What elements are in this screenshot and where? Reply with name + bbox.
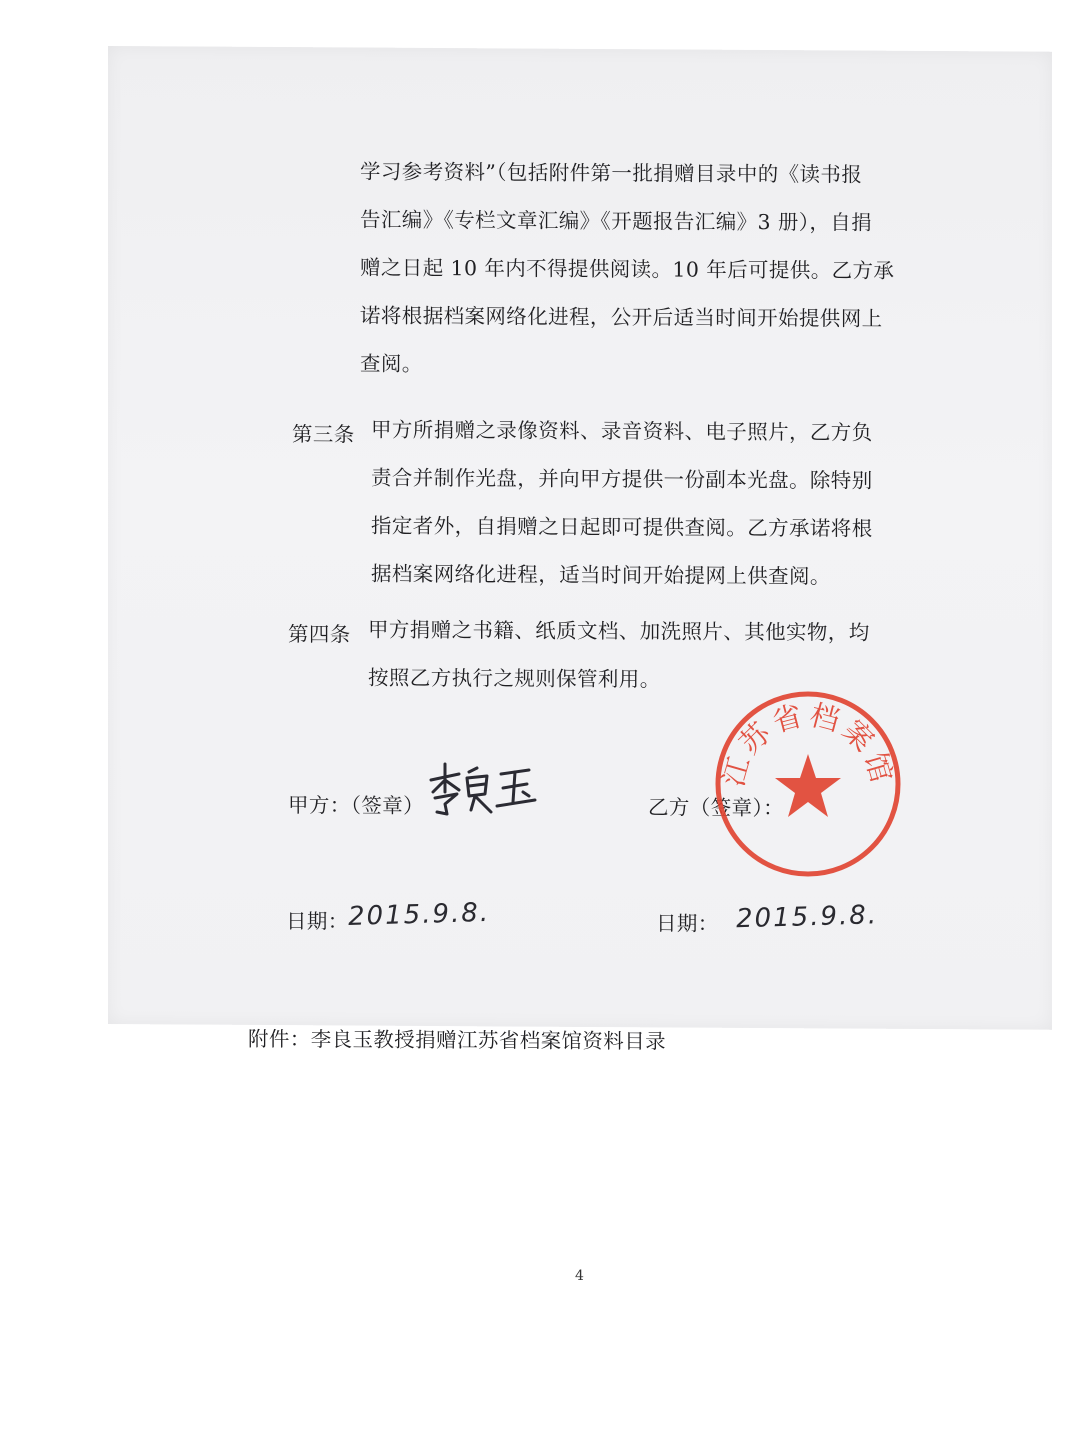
clause-4-label: 第四条 — [288, 622, 351, 647]
clause-4-line: 甲方捐赠之书籍、纸质文档、加洗照片、其他实物，均 — [368, 617, 870, 645]
page-number: 4 — [575, 1268, 584, 1284]
clause-3-label: 第三条 — [292, 422, 355, 447]
clause-3-line: 甲方所捐赠之录像资料、录音资料、电子照片，乙方负 — [371, 417, 873, 445]
clause-3-line: 责合并制作光盘，并向甲方提供一份副本光盘。除特别 — [371, 465, 873, 493]
party-a-date-label: 日期： — [286, 909, 349, 934]
document-page — [108, 46, 1052, 1054]
star-icon — [775, 754, 841, 817]
clause-3-line: 据档案网络化进程，适当时间开始提网上供查阅。 — [371, 561, 831, 589]
paragraph-line: 赠之日起 10 年内不得提供阅读。10 年后可提供。乙方承 — [360, 255, 895, 283]
seal-text: 江苏省档案馆 — [715, 697, 901, 790]
party-a-label: 甲方：（签章） — [288, 793, 425, 818]
party-b-date: 2015.9.8. — [735, 900, 879, 935]
official-seal — [708, 684, 908, 884]
party-b-date-label: 日期： — [656, 911, 719, 936]
paragraph-line: 学习参考资料”（包括附件第一批捐赠目录中的《读书报 — [360, 159, 863, 187]
paragraph-line: 告汇编》《专栏文章汇编》《开题报告汇编》3 册），自捐 — [360, 207, 873, 235]
party-b-label: 乙方（签章）： — [648, 795, 785, 821]
paragraph-line: 诺将根据档案网络化进程，公开后适当时间开始提供网上 — [360, 303, 883, 331]
clause-4-line: 按照乙方执行之规则保管利用。 — [368, 665, 661, 692]
attachment-line: 附件：李良玉教授捐赠江苏省档案馆资料目录 — [248, 1026, 666, 1054]
clause-3-line: 指定者外，自捐赠之日起即可提供查阅。乙方承诺将根 — [371, 513, 873, 541]
signature — [425, 758, 545, 820]
party-a-date: 2015.9.8. — [347, 897, 491, 932]
paragraph-line: 查阅。 — [360, 351, 423, 376]
